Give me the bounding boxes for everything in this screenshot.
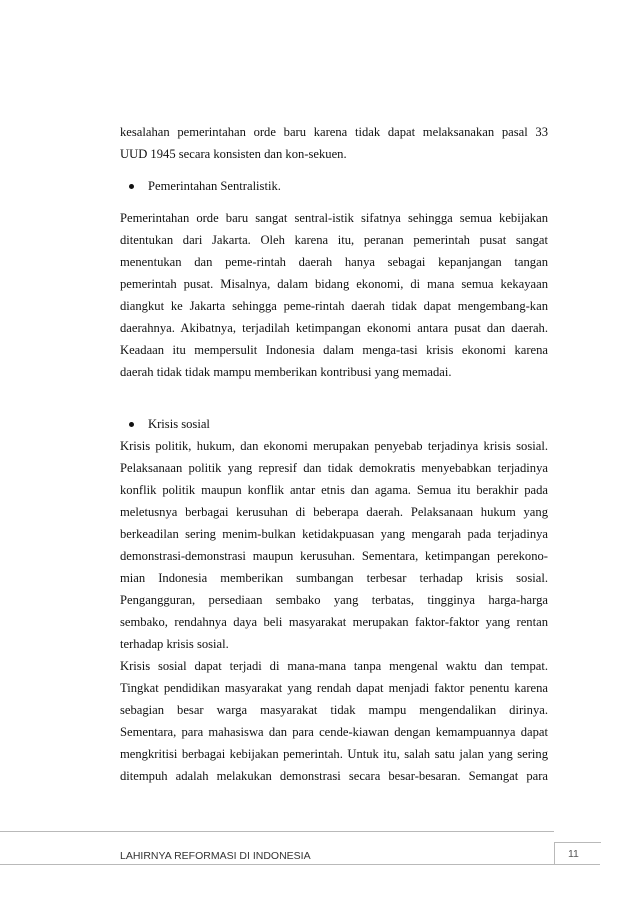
- body-line: UUD 1945 secara konsisten dan kon-sekuen.: [120, 147, 347, 161]
- body-line: sembako, rendahnya daya beli masyarakat merupakan faktor-faktor yang rentan: [120, 615, 548, 629]
- body-line: konflik politik maupun konflik antar etnis dan agama. Semua itu berakhir pada: [120, 483, 548, 497]
- footer-divider: [0, 831, 554, 832]
- body-line: diangkut ke Jakarta sehingga peme-rintah daerah tidak dapat mengembang-kan: [120, 299, 548, 313]
- body-line: Krisis politik, hukum, dan ekonomi merupakan penyebab terjadinya krisis sosial.: [120, 439, 548, 453]
- body-line: mian Indonesia memberikan sumbangan terbesar terhadap krisis sosial.: [120, 571, 548, 585]
- body-line: meletusnya berbagai kerusuhan di beberapa daerah. Pelaksanaan hukum yang: [120, 505, 548, 519]
- body-line: Pemerintahan orde baru sangat sentral-istik sifatnya sehingga semua kebijakan: [120, 211, 548, 225]
- body-line: terhadap krisis sosial.: [120, 637, 229, 651]
- page-number: 11: [568, 848, 579, 860]
- body-line: ditempuh adalah melakukan demonstrasi secara besar-besaran. Semangat para: [120, 769, 548, 783]
- bullet-label: Pemerintahan Sentralistik.: [148, 179, 281, 193]
- body-line: menentukan dan peme-rintah daerah hanya sebagai kepanjangan tangan: [120, 255, 548, 269]
- bullet-icon: [129, 422, 134, 427]
- body-line: Pelaksanaan politik yang represif dan tidak demokratis menyebabkan terjadinya: [120, 461, 548, 475]
- body-line: daerah tidak tidak mampu memberikan kontribusi yang memadai.: [120, 365, 452, 379]
- body-line: daerahnya. Akibatnya, terjadilah ketimpangan ekonomi antara pusat dan daerah.: [120, 321, 548, 335]
- body-line: mengkritisi berbagai kebijakan pemerintah. Untuk itu, salah satu jalan yang sering: [120, 747, 548, 761]
- body-line: Sementara, para mahasiswa dan para cende-kiawan dengan kemampuannya dapat: [120, 725, 548, 739]
- body-line: Keadaan itu mempersulit Indonesia dalam menga-tasi krisis ekonomi karena: [120, 343, 548, 357]
- body-line: kesalahan pemerintahan orde baru karena tidak dapat melaksanakan pasal 33: [120, 125, 548, 139]
- bullet-icon: [129, 184, 134, 189]
- footer-title: LAHIRNYA REFORMASI DI INDONESIA: [120, 850, 311, 862]
- body-line: sebagian besar warga masyarakat tidak mampu mengendalikan dirinya.: [120, 703, 548, 717]
- body-line: pemerintah pusat. Misalnya, dalam bidang ekonomi, di mana semua kekayaan: [120, 277, 548, 291]
- body-line: berkeadilan sering menim-bulkan ketidakpuasan yang mengarah pada terjadinya: [120, 527, 548, 541]
- body-line: Krisis sosial dapat terjadi di mana-mana tanpa mengenal waktu dan tempat.: [120, 659, 548, 673]
- bullet-label: Krisis sosial: [148, 417, 210, 431]
- footer-bottom-divider: [0, 864, 600, 865]
- body-line: ditentukan dari Jakarta. Oleh karena itu, peranan pemerintah pusat sangat: [120, 233, 548, 247]
- body-line: demonstrasi-demonstrasi maupun kerusuhan. Sementara, ketimpangan perekono-: [120, 549, 548, 563]
- body-line: Tingkat pendidikan masyarakat yang rendah dapat menjadi faktor penentu karena: [120, 681, 548, 695]
- body-line: Pengangguran, persediaan sembako yang terbatas, tingginya harga-harga: [120, 593, 548, 607]
